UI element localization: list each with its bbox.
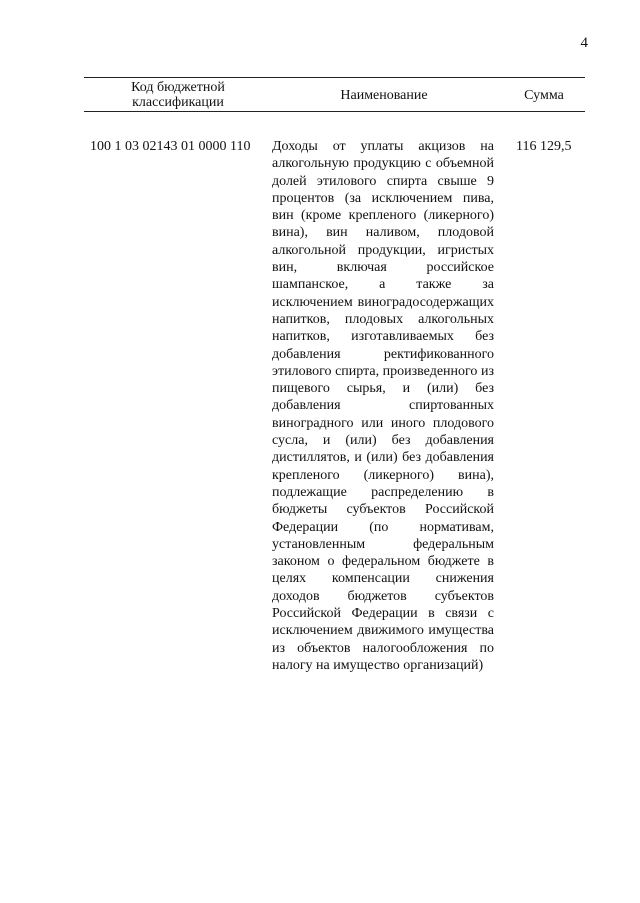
page-number: 4 xyxy=(580,35,588,51)
budget-classification-code: 100 1 03 02143 01 0000 110 xyxy=(90,139,251,154)
column-header-sum: Сумма xyxy=(524,87,564,103)
revenue-sum: 116 129,5 xyxy=(516,139,572,154)
table-header-bottom-rule xyxy=(84,111,585,112)
table-header-top-rule xyxy=(84,77,585,78)
column-header-code: Код бюджетной классификации xyxy=(131,80,225,110)
revenue-name: Доходы от уплаты акцизов на алкогольную продукцию с объемной долей этилового спирта свыше 9 процентов (за исключением пива, вин (кроме крепленого (ликерного) вина), вин наливом, плодовой алкогольной продукции, игристых вин, включая российское шампанское, а также за исключением виноградосодержащих напитков, плодовых алкогольных напитков, изготавливаемых без добавления ректификованного этилового спирта, произведенного из пищевого сырья, и (или) без добавления спиртованных виноградного или иного плодового сусла, и (или) без добавления дистиллятов, и (или) без добавления крепленого (ликерного) вина), подлежащие распределению в бюджеты субъектов Российской Федерации (по нормативам, установленным федеральным законом о федеральном бюджете в целях компенсации снижения доходов бюджетов субъектов Российской Федерации в связи с исключением движимого имущества из объектов налогообложения по налогу на имущество организаций) xyxy=(272,139,494,673)
column-header-name: Наименование xyxy=(340,87,428,103)
